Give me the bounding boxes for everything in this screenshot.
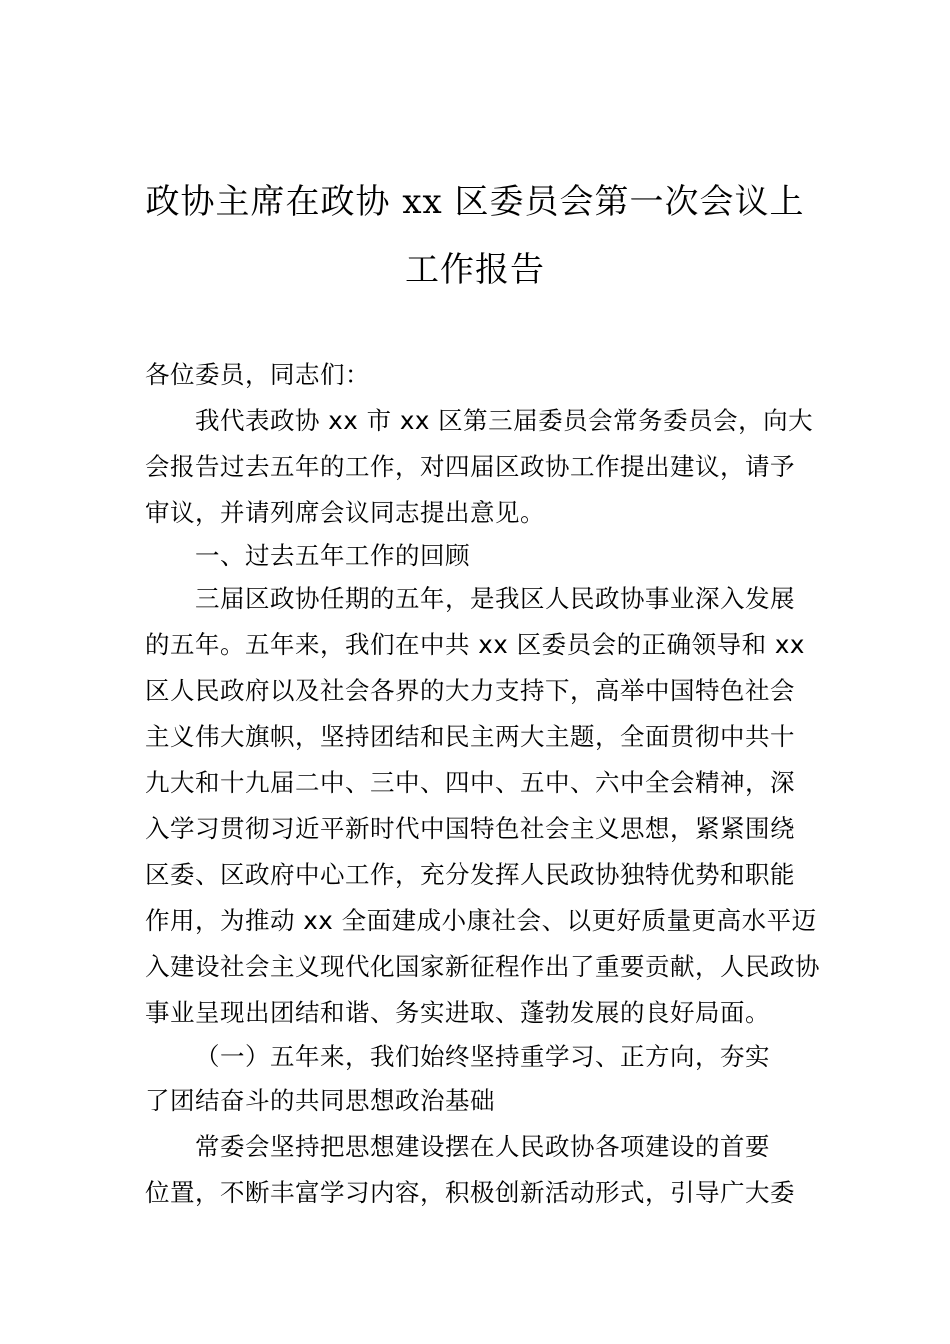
paragraph-line: 区委、区政府中心工作，充分发挥人民政协独特优势和职能 <box>145 860 795 889</box>
paragraph-line: 区人民政府以及社会各界的大力支持下，高举中国特色社会 <box>145 676 795 705</box>
paragraph-line: 入建设社会主义现代化国家新征程作出了重要贡献，人民政协 <box>145 952 820 981</box>
paragraph-line: 入学习贯彻习近平新时代中国特色社会主义思想，紧紧围绕 <box>145 814 795 843</box>
document-title-line-1: 政协主席在政协 xx 区委员会第一次会议上 <box>145 182 805 222</box>
paragraph-line: 我代表政协 xx 市 xx 区第三届委员会常务委员会，向大 <box>195 406 814 435</box>
subsection-heading-line: （一）五年来，我们始终坚持重学习、正方向，夯实 <box>195 1042 770 1071</box>
paragraph-line: 事业呈现出团结和谐、务实进取、蓬勃发展的良好局面。 <box>145 998 770 1027</box>
paragraph-line: 作用，为推动 xx 全面建成小康社会、以更好质量更高水平迈 <box>145 906 817 935</box>
paragraph-line: 审议，并请列席会议同志提出意见。 <box>145 498 545 527</box>
salutation: 各位委员，同志们： <box>145 360 370 389</box>
section-heading: 一、过去五年工作的回顾 <box>195 541 470 570</box>
paragraph-line: 位置，不断丰富学习内容，积极创新活动形式，引导广大委 <box>145 1178 795 1207</box>
subsection-heading-line: 了团结奋斗的共同思想政治基础 <box>145 1086 495 1115</box>
paragraph-line: 九大和十九届二中、三中、四中、五中、六中全会精神，深 <box>145 768 795 797</box>
paragraph-line: 三届区政协任期的五年，是我区人民政协事业深入发展 <box>195 584 795 613</box>
paragraph-line: 常委会坚持把思想建设摆在人民政协各项建设的首要 <box>195 1132 770 1161</box>
document-title-line-2: 工作报告 <box>405 250 545 290</box>
paragraph-line: 的五年。五年来，我们在中共 xx 区委员会的正确领导和 xx <box>145 630 805 659</box>
paragraph-line: 主义伟大旗帜，坚持团结和民主两大主题，全面贯彻中共十 <box>145 722 795 751</box>
paragraph-line: 会报告过去五年的工作，对四届区政协工作提出建议，请予 <box>145 452 795 481</box>
